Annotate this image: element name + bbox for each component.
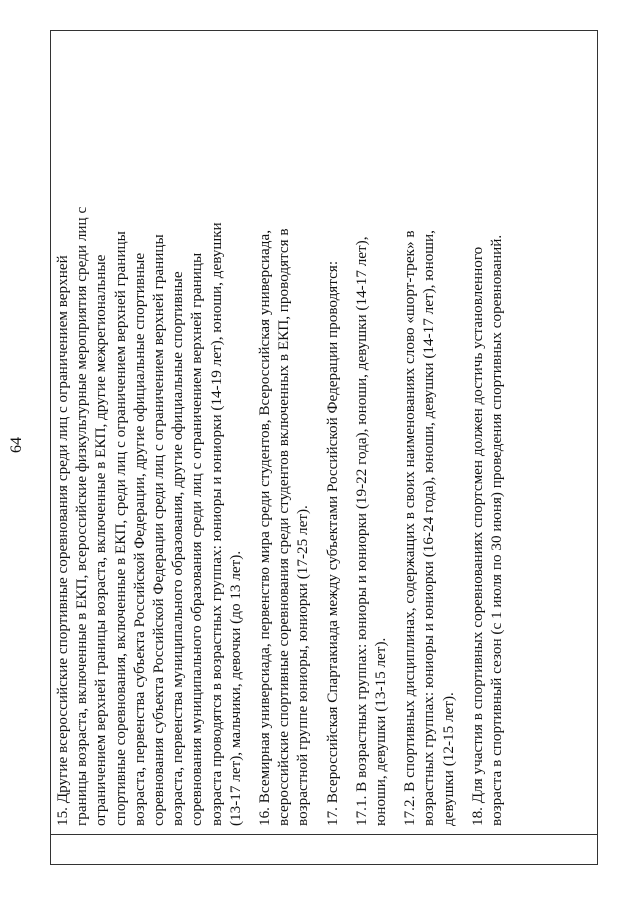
paragraph-18	[468, 36, 506, 826]
text-line: возрастной группе юниоры, юниорки (17-25 лет).	[294, 505, 312, 826]
text-line: соревнования субъекта Российской Федерации среди лиц с ограничением верхней границы	[150, 234, 168, 826]
text-line: 17.2. В спортивных дисциплинах, содержащих в своих наименованиях слово «шорт-трек» в	[401, 230, 419, 826]
paragraph-17	[323, 36, 342, 826]
text-line: соревнования муниципального образования среди лиц с ограничением верхней границы	[188, 252, 206, 826]
text-line: возраста в спортивный сезон (с 1 июля по 30 июня) проведения спортивных соревнований.	[488, 234, 506, 826]
text-line: возрастных группах: юниоры и юниорки (16-24 года), юноши, девушки (14-17 лет), юноши,	[420, 230, 438, 826]
text-line: спортивные соревнования, включенные в ЕКП, среди лиц с ограничением верхней границы	[111, 231, 129, 826]
text-line: девушки (12-15 лет).	[439, 692, 457, 826]
paragraph-15	[53, 36, 245, 826]
text-line: возраста, первенства субъекта Российской Федерации, другие официальные спортивные	[130, 252, 148, 826]
text-line: всероссийские спортивные соревнования среди студентов включенных в ЕКП, проводятся в	[275, 228, 293, 826]
paragraph-17-1	[352, 36, 390, 826]
text-line: 15. Другие всероссийские спортивные соревнования среди лиц с ограничением верхней	[54, 255, 71, 826]
table-frame	[50, 30, 598, 865]
text-line: 18. Для участия в спортивных соревнованиях спортсмен должен достичь установленного	[468, 246, 486, 826]
text-line: 17.1. В возрастных группах: юниоры и юниорки (19-22 года), юноши, девушки (14-17 лет),	[352, 236, 370, 826]
page-number: 64	[8, 437, 25, 453]
text-line: (13-17 лет), мальчики, девочки (до 13 лет).	[226, 550, 244, 826]
text-line: возраста, первенства муниципального образования, другие официальные спортивные	[169, 271, 187, 826]
table-content	[53, 36, 516, 826]
text-line: юноши, девушки (13-15 лет).	[372, 637, 390, 826]
paragraph-16	[255, 36, 313, 826]
text-line: границы возраста, включенные в ЕКП, всероссийские физкультурные мероприятия среди лиц с	[73, 206, 91, 826]
paragraph-17-2	[400, 36, 458, 826]
text-line: 17. Всероссийская Спартакиада между субъектами Российской Федерации проводятся:	[323, 260, 341, 826]
text-line: возраста проводятся в возрастных группах: юниоры и юниорки (14-19 лет), юноши, девушки	[207, 222, 225, 826]
column-divider	[51, 834, 597, 835]
text-line: ограничением верхней границы возраста, включенные в ЕКП, другие межрегиональные	[92, 254, 110, 826]
text-line: 16. Всемирная универсиада, первенство мира среди студентов, Всероссийская универсиада,	[256, 229, 274, 826]
